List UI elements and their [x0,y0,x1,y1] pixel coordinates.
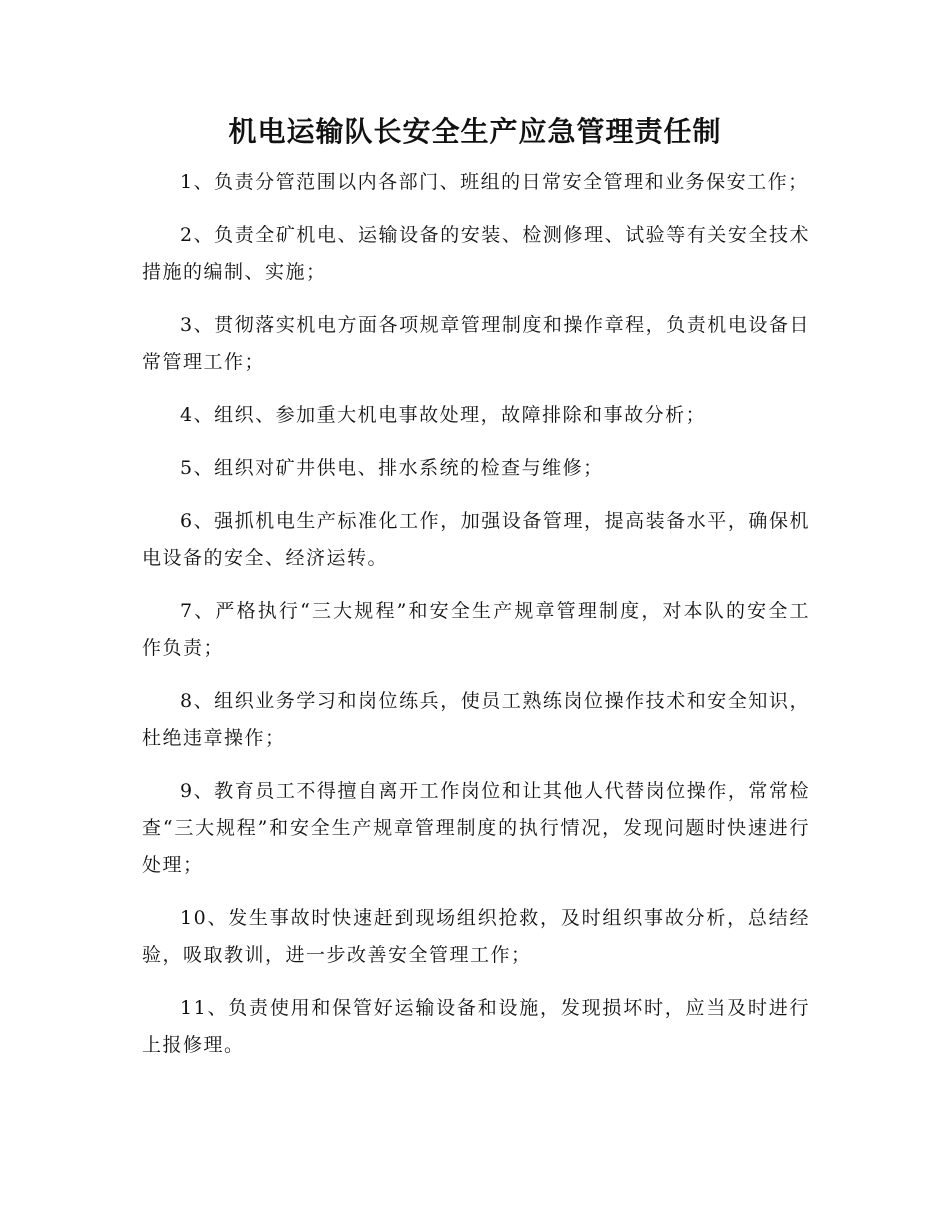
document-body [142,164,810,1080]
clause-4: 4、组织、参加重大机电事故处理，故障排除和事故分析； [180,404,707,426]
clause-3: 3、贯彻落实机电方面各项规章管理制度和操作章程，负责机电设备日常管理工作； [142,314,810,373]
clause-8: 8、组织业务学习和岗位练兵，使员工熟练岗位操作技术和安全知识，杜绝违章操作； [142,690,810,749]
clause-10: 10、发生事故时快速赶到现场组织抢救，及时组织事故分析，总结经验，吸取教训，进一步改善安全管理工作； [142,907,810,966]
clause-7: 7、严格执行“三大规程”和安全生产规章管理制度，对本队的安全工作负责； [142,600,810,659]
clause-9: 9、教育员工不得擅自离开工作岗位和让其他人代替岗位操作，常常检查“三大规程”和安全生产规章管理制度的执行情况，发现问题时快速进行处理； [142,780,810,876]
clause-5: 5、组织对矿井供电、排水系统的检查与维修； [180,457,604,479]
clause-6: 6、强抓机电生产标准化工作，加强设备管理，提高装备水平，确保机电设备的安全、经济运转。 [142,510,810,569]
clause-1: 1、负责分管范围以内各部门、班组的日常安全管理和业务保安工作； [180,171,809,193]
document-title: 机电运输队长安全生产应急管理责任制 [228,115,722,148]
clause-11: 11、负责使用和保管好运输设备和设施，发现损坏时，应当及时进行上报修理。 [142,997,810,1056]
clause-2: 2、负责全矿机电、运输设备的安装、检测修理、试验等有关安全技术措施的编制、实施； [142,224,810,283]
